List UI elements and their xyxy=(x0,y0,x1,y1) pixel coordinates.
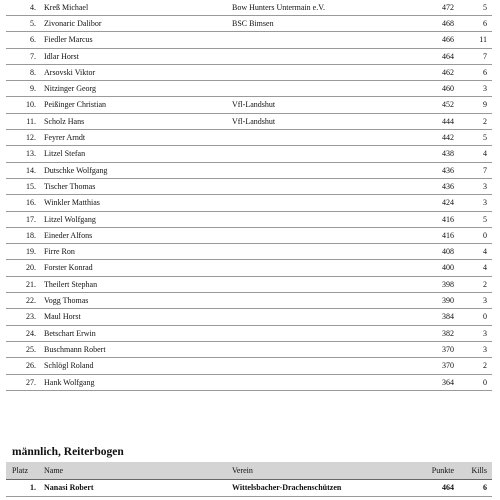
rank-cell: 21. xyxy=(26,279,36,289)
points-cell: 468 xyxy=(442,19,454,28)
table-row xyxy=(6,326,492,342)
rank-cell: 14. xyxy=(26,165,36,175)
rank-cell: 18. xyxy=(26,230,36,240)
kills-cell: 0 xyxy=(483,230,487,240)
table-row xyxy=(6,309,492,325)
name-cell: Forster Konrad xyxy=(44,263,93,273)
name-cell: Fiedler Marcus xyxy=(44,35,93,45)
name-cell: Arsovski Viktor xyxy=(44,67,96,77)
kills-cell: 9 xyxy=(483,100,487,110)
name-cell: Firre Ron xyxy=(44,247,75,257)
club-cell: BSC Bimsen xyxy=(232,19,274,28)
name-cell: Nitzinger Georg xyxy=(44,84,97,94)
points-cell: 370 xyxy=(442,361,454,371)
kills-cell: 5 xyxy=(483,214,487,224)
name-cell: Litzel Stefan xyxy=(44,149,86,159)
rank-cell: 17. xyxy=(26,214,36,224)
points-cell: 416 xyxy=(442,214,454,224)
rank-cell: 5. xyxy=(30,19,36,28)
table-row xyxy=(6,49,492,65)
rank-cell: 13. xyxy=(26,149,36,159)
table-row xyxy=(6,179,492,195)
points-cell: 436 xyxy=(442,165,454,175)
points-cell: 400 xyxy=(442,263,454,273)
name-cell: Schlögl Roland xyxy=(44,361,94,371)
kills-cell: 3 xyxy=(483,84,487,94)
points-cell: 408 xyxy=(442,247,454,257)
name-cell: Scholz Hans xyxy=(44,116,85,126)
name-cell: Buschmann Robert xyxy=(44,344,106,354)
table-row xyxy=(6,260,492,276)
points-cell: 462 xyxy=(442,67,454,77)
rank-cell: 1. xyxy=(30,483,36,492)
kills-cell: 3 xyxy=(483,344,487,354)
kills-cell: 6 xyxy=(483,19,487,28)
header-verein: Verein xyxy=(232,466,253,475)
kills-cell: 2 xyxy=(483,116,487,126)
name-cell: Dutschke Wolfgang xyxy=(44,165,108,175)
table-row xyxy=(6,212,492,228)
kills-cell: 2 xyxy=(483,279,487,289)
table-row xyxy=(6,277,492,293)
points-cell: 436 xyxy=(442,181,454,191)
table-row xyxy=(6,358,492,374)
kills-cell: 3 xyxy=(483,198,487,208)
points-cell: 472 xyxy=(442,3,454,12)
points-cell: 466 xyxy=(442,35,454,45)
kills-cell: 4 xyxy=(483,263,487,273)
name-cell: Vogg Thomas xyxy=(44,296,89,306)
table-row xyxy=(6,146,492,162)
points-cell: 460 xyxy=(442,84,454,94)
rank-cell: 4. xyxy=(30,3,36,12)
points-cell: 464 xyxy=(442,51,454,61)
kills-cell: 5 xyxy=(483,3,487,12)
club-cell: Bow Hunters Untermain e.V. xyxy=(232,3,325,12)
table-row xyxy=(6,375,492,391)
points-cell: 424 xyxy=(442,198,454,208)
table-row xyxy=(6,195,492,211)
name-cell: Zivonaric Dalibor xyxy=(44,19,102,28)
points-cell: 398 xyxy=(442,279,454,289)
kills-cell: 5 xyxy=(483,133,487,143)
kills-cell: 2 xyxy=(483,361,487,371)
points-cell: 452 xyxy=(442,100,454,110)
name-cell: Hank Wolfgang xyxy=(44,377,95,387)
table-row xyxy=(6,130,492,146)
kills-cell: 6 xyxy=(483,67,487,77)
rank-cell: 11. xyxy=(26,116,36,126)
kills-cell: 0 xyxy=(483,377,487,387)
rank-cell: 25. xyxy=(26,344,36,354)
rank-cell: 12. xyxy=(26,133,36,143)
rank-cell: 22. xyxy=(26,296,36,306)
name-cell: Kreß Michael xyxy=(44,3,89,12)
table-row xyxy=(6,114,492,130)
header-platz: Platz xyxy=(12,466,28,475)
rank-cell: 9. xyxy=(30,84,36,94)
rank-cell: 7. xyxy=(30,51,36,61)
points-cell: 370 xyxy=(442,344,454,354)
kills-cell: 7 xyxy=(483,51,487,61)
name-cell: Maul Horst xyxy=(44,312,81,322)
kills-cell: 4 xyxy=(483,149,487,159)
name-cell: Winkler Matthias xyxy=(44,198,100,208)
name-cell: Eineder Alfons xyxy=(44,230,93,240)
table-header xyxy=(6,462,492,480)
kills-cell: 3 xyxy=(483,328,487,338)
header-punkte: Punkte xyxy=(431,466,454,475)
kills-cell: 0 xyxy=(483,312,487,322)
kills-cell: 3 xyxy=(483,296,487,306)
points-cell: 444 xyxy=(442,116,454,126)
points-cell: 442 xyxy=(442,133,454,143)
kills-cell: 7 xyxy=(483,165,487,175)
table-row xyxy=(6,97,492,113)
rank-cell: 6. xyxy=(30,35,36,45)
kills-cell: 4 xyxy=(483,247,487,257)
header-name: Name xyxy=(44,466,64,475)
table-row xyxy=(6,16,492,32)
table-row xyxy=(6,293,492,309)
rank-cell: 23. xyxy=(26,312,36,322)
rank-cell: 27. xyxy=(26,377,36,387)
table-row xyxy=(6,163,492,179)
rank-cell: 26. xyxy=(26,361,36,371)
results-table-body xyxy=(6,0,492,391)
table-row xyxy=(6,32,492,48)
name-cell: Litzel Wolfgang xyxy=(44,214,96,224)
table-row xyxy=(6,244,492,260)
club-cell: Vfl-Landshut xyxy=(232,100,276,110)
table-row xyxy=(6,65,492,81)
points-cell: 464 xyxy=(442,483,454,492)
rank-cell: 16. xyxy=(26,198,36,208)
rank-cell: 8. xyxy=(30,67,36,77)
name-cell: Idlar Horst xyxy=(44,51,79,61)
table-row xyxy=(6,480,492,497)
points-cell: 382 xyxy=(442,328,454,338)
kills-cell: 6 xyxy=(483,483,487,492)
points-cell: 384 xyxy=(442,312,454,322)
name-cell: Theilert Stephan xyxy=(44,279,98,289)
rank-cell: 24. xyxy=(26,328,36,338)
points-cell: 390 xyxy=(442,296,454,306)
kills-cell: 11 xyxy=(479,35,487,45)
name-cell: Betschart Erwin xyxy=(44,328,96,338)
points-cell: 416 xyxy=(442,230,454,240)
rank-cell: 10. xyxy=(26,100,36,110)
points-cell: 364 xyxy=(442,377,454,387)
rank-cell: 20. xyxy=(26,263,36,273)
rank-cell: 19. xyxy=(26,247,36,257)
points-cell: 438 xyxy=(442,149,454,159)
club-cell: Vfl-Landshut xyxy=(232,116,276,126)
name-cell: Peißinger Christian xyxy=(44,100,106,110)
name-cell: Nanasi Robert xyxy=(44,483,94,492)
section-title: männlich, Reiterbogen xyxy=(12,446,124,458)
kills-cell: 3 xyxy=(483,181,487,191)
name-cell: Tischer Thomas xyxy=(44,181,96,191)
table-row xyxy=(6,0,492,16)
table-row xyxy=(6,228,492,244)
header-kills: Kills xyxy=(471,466,487,475)
table-row xyxy=(6,81,492,97)
rank-cell: 15. xyxy=(26,181,36,191)
table-row xyxy=(6,342,492,358)
club-cell: Wittelsbacher-Drachenschützen xyxy=(232,483,342,492)
name-cell: Feyrer Arndt xyxy=(44,133,86,143)
